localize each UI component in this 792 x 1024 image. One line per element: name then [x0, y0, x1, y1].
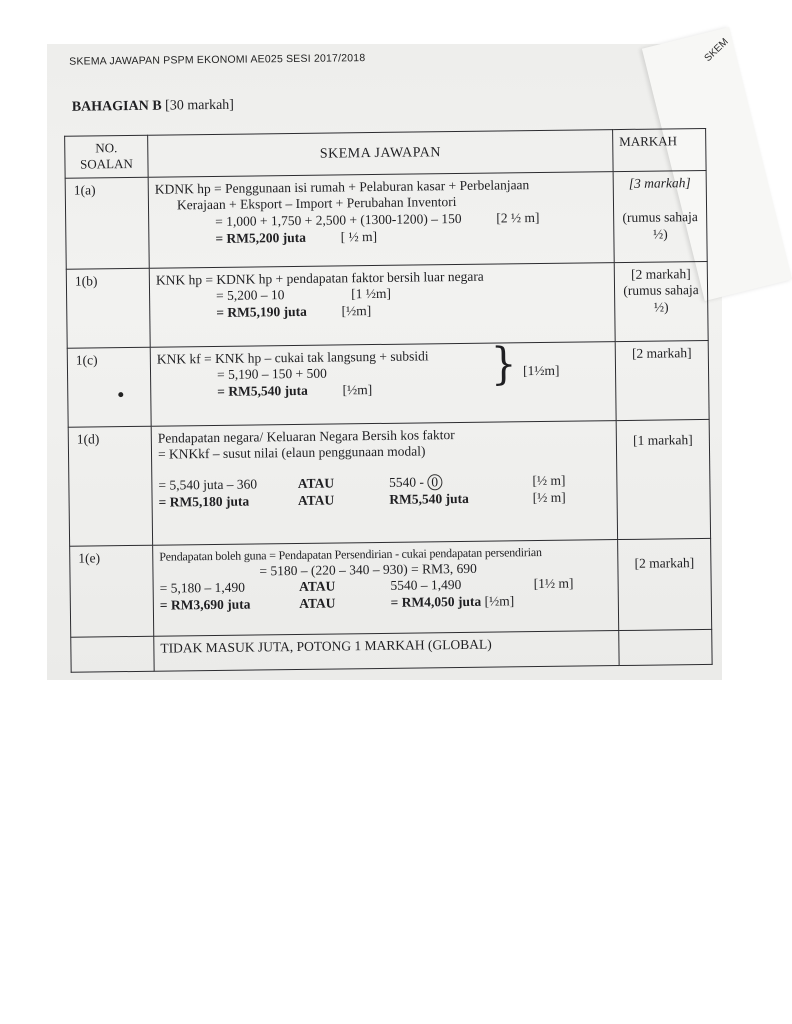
table-row — [65, 170, 707, 269]
marks-value: [2 markah] — [631, 344, 692, 361]
answer-line: Pendapatan negara/ Keluaran Negara Bersih kos faktor — [157, 426, 455, 446]
empty-cell — [71, 636, 154, 672]
answer-line: = 5,190 – 150 + 500 — [216, 365, 327, 383]
marks-cell — [613, 170, 707, 262]
document-photo — [47, 36, 731, 680]
answer-line: KNK hp = KDNK hp + pendapatan faktor bersih luar negara — [155, 268, 484, 288]
table-row — [70, 538, 712, 637]
result: = RM5,190 juta — [216, 304, 307, 321]
section-heading — [72, 98, 234, 116]
step-mark: [1 ½m] — [351, 286, 392, 302]
marks-value: [1 markah] — [632, 431, 693, 448]
marks-cell — [614, 261, 708, 341]
answer-cell — [151, 420, 617, 545]
marks-cell — [618, 538, 712, 630]
table-row — [68, 419, 710, 546]
or-label: ATAU — [297, 475, 335, 492]
marks-value: [3 markah] — [628, 174, 691, 191]
step-mark: [ ½ m] — [340, 229, 378, 245]
answer-line: = 5180 – (220 – 340 – 930) = RM3, 690 — [259, 560, 477, 578]
section-name: BAHAGIAN B — [71, 98, 162, 115]
question-number: 1(d) — [68, 426, 152, 546]
header-answer-scheme: SKEMA JAWAPAN — [148, 130, 613, 177]
alt-calculation: 5540 – 1,490 — [390, 577, 462, 594]
calculation: = 5,180 – 1,490 — [159, 579, 245, 597]
marks-cell — [615, 340, 709, 420]
answer-cell — [153, 539, 619, 636]
answer-sheet — [47, 36, 715, 680]
step-mark: [2 ½ m] — [496, 210, 540, 226]
answer-line: Kerajaan + Eksport – Import + Perubahan Inventori — [176, 194, 457, 213]
step-mark: [½m] — [341, 303, 372, 319]
marks-note: (rumus sahaja ½) — [623, 282, 699, 315]
calculation: = 5,200 – 10 — [215, 287, 285, 304]
or-label: ATAU — [299, 595, 336, 612]
answer-line: = KNKkf – susut nilai (elaun penggunaan modal) — [157, 443, 426, 463]
empty-cell — [619, 629, 712, 665]
answer-cell — [148, 171, 614, 268]
result: = RM5,200 juta — [215, 229, 307, 247]
alt-calculation — [389, 473, 529, 492]
brace-mark: [1½m] — [522, 362, 560, 378]
section-marks: [30 markah] — [165, 97, 235, 114]
result: = RM5,540 juta — [217, 383, 308, 400]
table-row — [66, 261, 708, 348]
brace-icon: } — [490, 338, 517, 390]
answer-scheme-table — [64, 128, 713, 672]
answer-cell — [149, 262, 615, 347]
result: = RM5,180 juta — [158, 493, 250, 510]
question-number — [67, 347, 151, 427]
calculation: = 1,000 + 1,750 + 2,500 + (1300-1200) – 150 — [215, 211, 462, 230]
question-number-text: 1(c) — [75, 351, 98, 368]
document-title: SKEMA JAWAPAN PSPM EKONOMI AE025 SESI 2017/2018 — [69, 52, 366, 68]
alt-result: = RM4,050 juta — [390, 593, 482, 611]
step-mark: [½m] — [484, 593, 515, 609]
answer-line: KDNK hp = Penggunaan isi rumah + Pelaburan kasar + Perbelanjaan — [154, 176, 530, 197]
header-question-no: NO. SOALAN — [65, 135, 149, 178]
step-mark: [½ m] — [532, 489, 566, 506]
step-mark: [½m] — [342, 382, 373, 398]
table-row — [71, 629, 712, 672]
step-mark: [½ m] — [532, 472, 566, 489]
question-number: 1(e) — [70, 545, 154, 637]
answer-cell — [150, 338, 616, 426]
marks-value: [2 markah] — [630, 265, 691, 282]
result: = RM3,690 juta — [159, 596, 251, 613]
table-row — [67, 340, 709, 427]
circled-digit: 0 — [427, 474, 442, 490]
footer-note: TIDAK MASUK JUTA, POTONG 1 MARKAH (GLOBAL) — [154, 630, 619, 671]
or-label: ATAU — [297, 492, 335, 509]
marks-note: (rumus sahaja ½) — [622, 209, 698, 242]
question-number: 1(b) — [66, 268, 150, 348]
step-mark: [1½ m] — [533, 575, 574, 592]
answer-line: Pendapatan boleh guna = Pendapatan Persendirian - cukai pendapatan persendirian — [159, 544, 542, 564]
ink-dot — [118, 392, 123, 397]
header-marks: MARKAH — [613, 128, 707, 171]
or-label: ATAU — [298, 578, 336, 595]
marks-value: [2 markah] — [634, 554, 695, 571]
alt-result: RM5,540 juta — [389, 491, 469, 507]
question-number: 1(a) — [65, 177, 149, 269]
alt-calculation-text: 5540 - — [389, 474, 425, 491]
marks-cell — [616, 419, 710, 539]
answer-line: KNK kf = KNK hp – cukai tak langsung + subsidi — [156, 347, 429, 367]
background-sheet-text: SKEM — [702, 36, 731, 65]
calculation: = 5,540 juta – 360 — [158, 476, 258, 493]
